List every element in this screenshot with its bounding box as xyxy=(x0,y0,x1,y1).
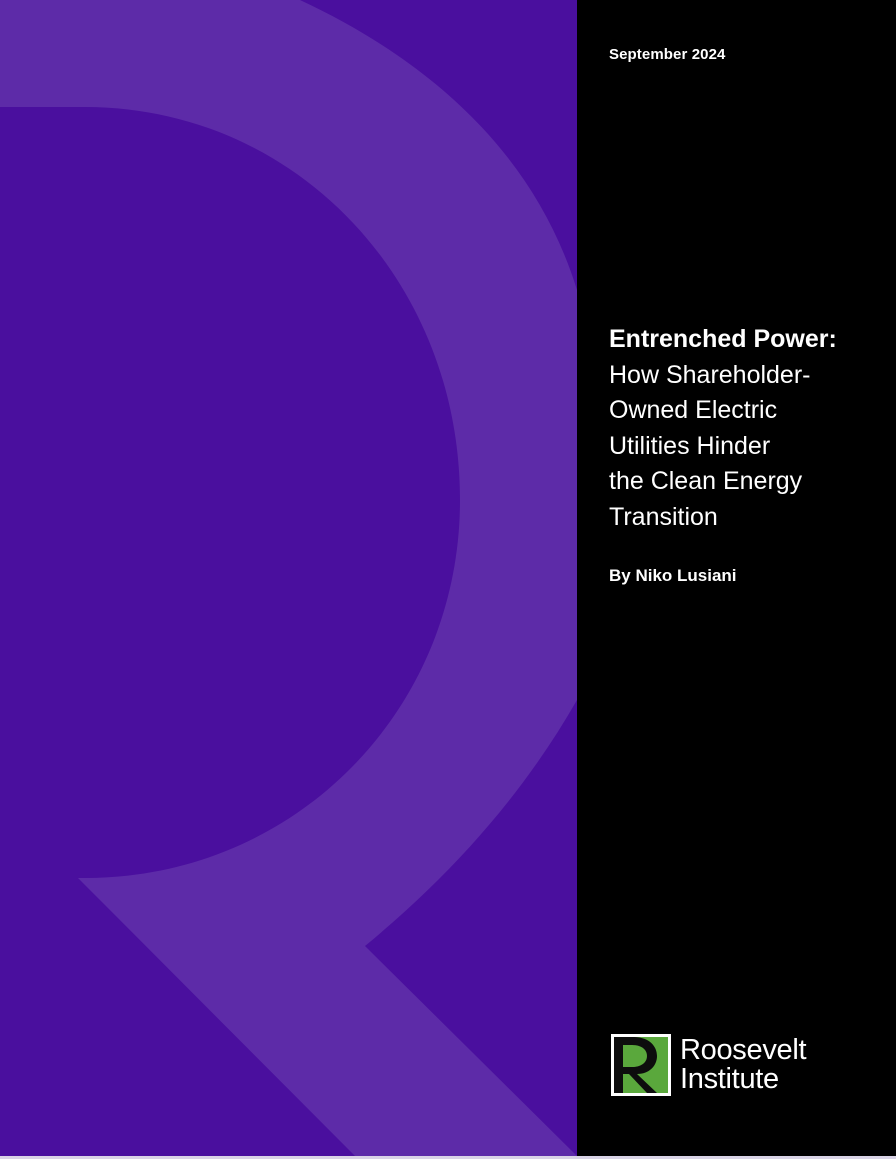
logo-wordmark xyxy=(680,1036,806,1094)
roosevelt-institute-logo xyxy=(611,1034,806,1096)
title-line: Utilities Hinder xyxy=(609,431,771,460)
title-line: Owned Electric xyxy=(609,396,778,424)
roosevelt-r-logo-icon xyxy=(611,1034,671,1096)
title-bold-line: Entrenched Power: xyxy=(609,325,837,353)
title-line: Transition xyxy=(609,502,718,531)
publication-date: September 2024 xyxy=(609,46,726,63)
author-byline: By Niko Lusiani xyxy=(609,566,737,585)
title-line: the Clean Energy xyxy=(609,467,803,495)
report-title xyxy=(609,322,889,535)
cover-text-panel xyxy=(577,0,896,1159)
logo-line-2: Institute xyxy=(680,1063,779,1095)
logo-line-1: Roosevelt xyxy=(680,1034,807,1066)
title-line: How Shareholder- xyxy=(609,360,811,389)
